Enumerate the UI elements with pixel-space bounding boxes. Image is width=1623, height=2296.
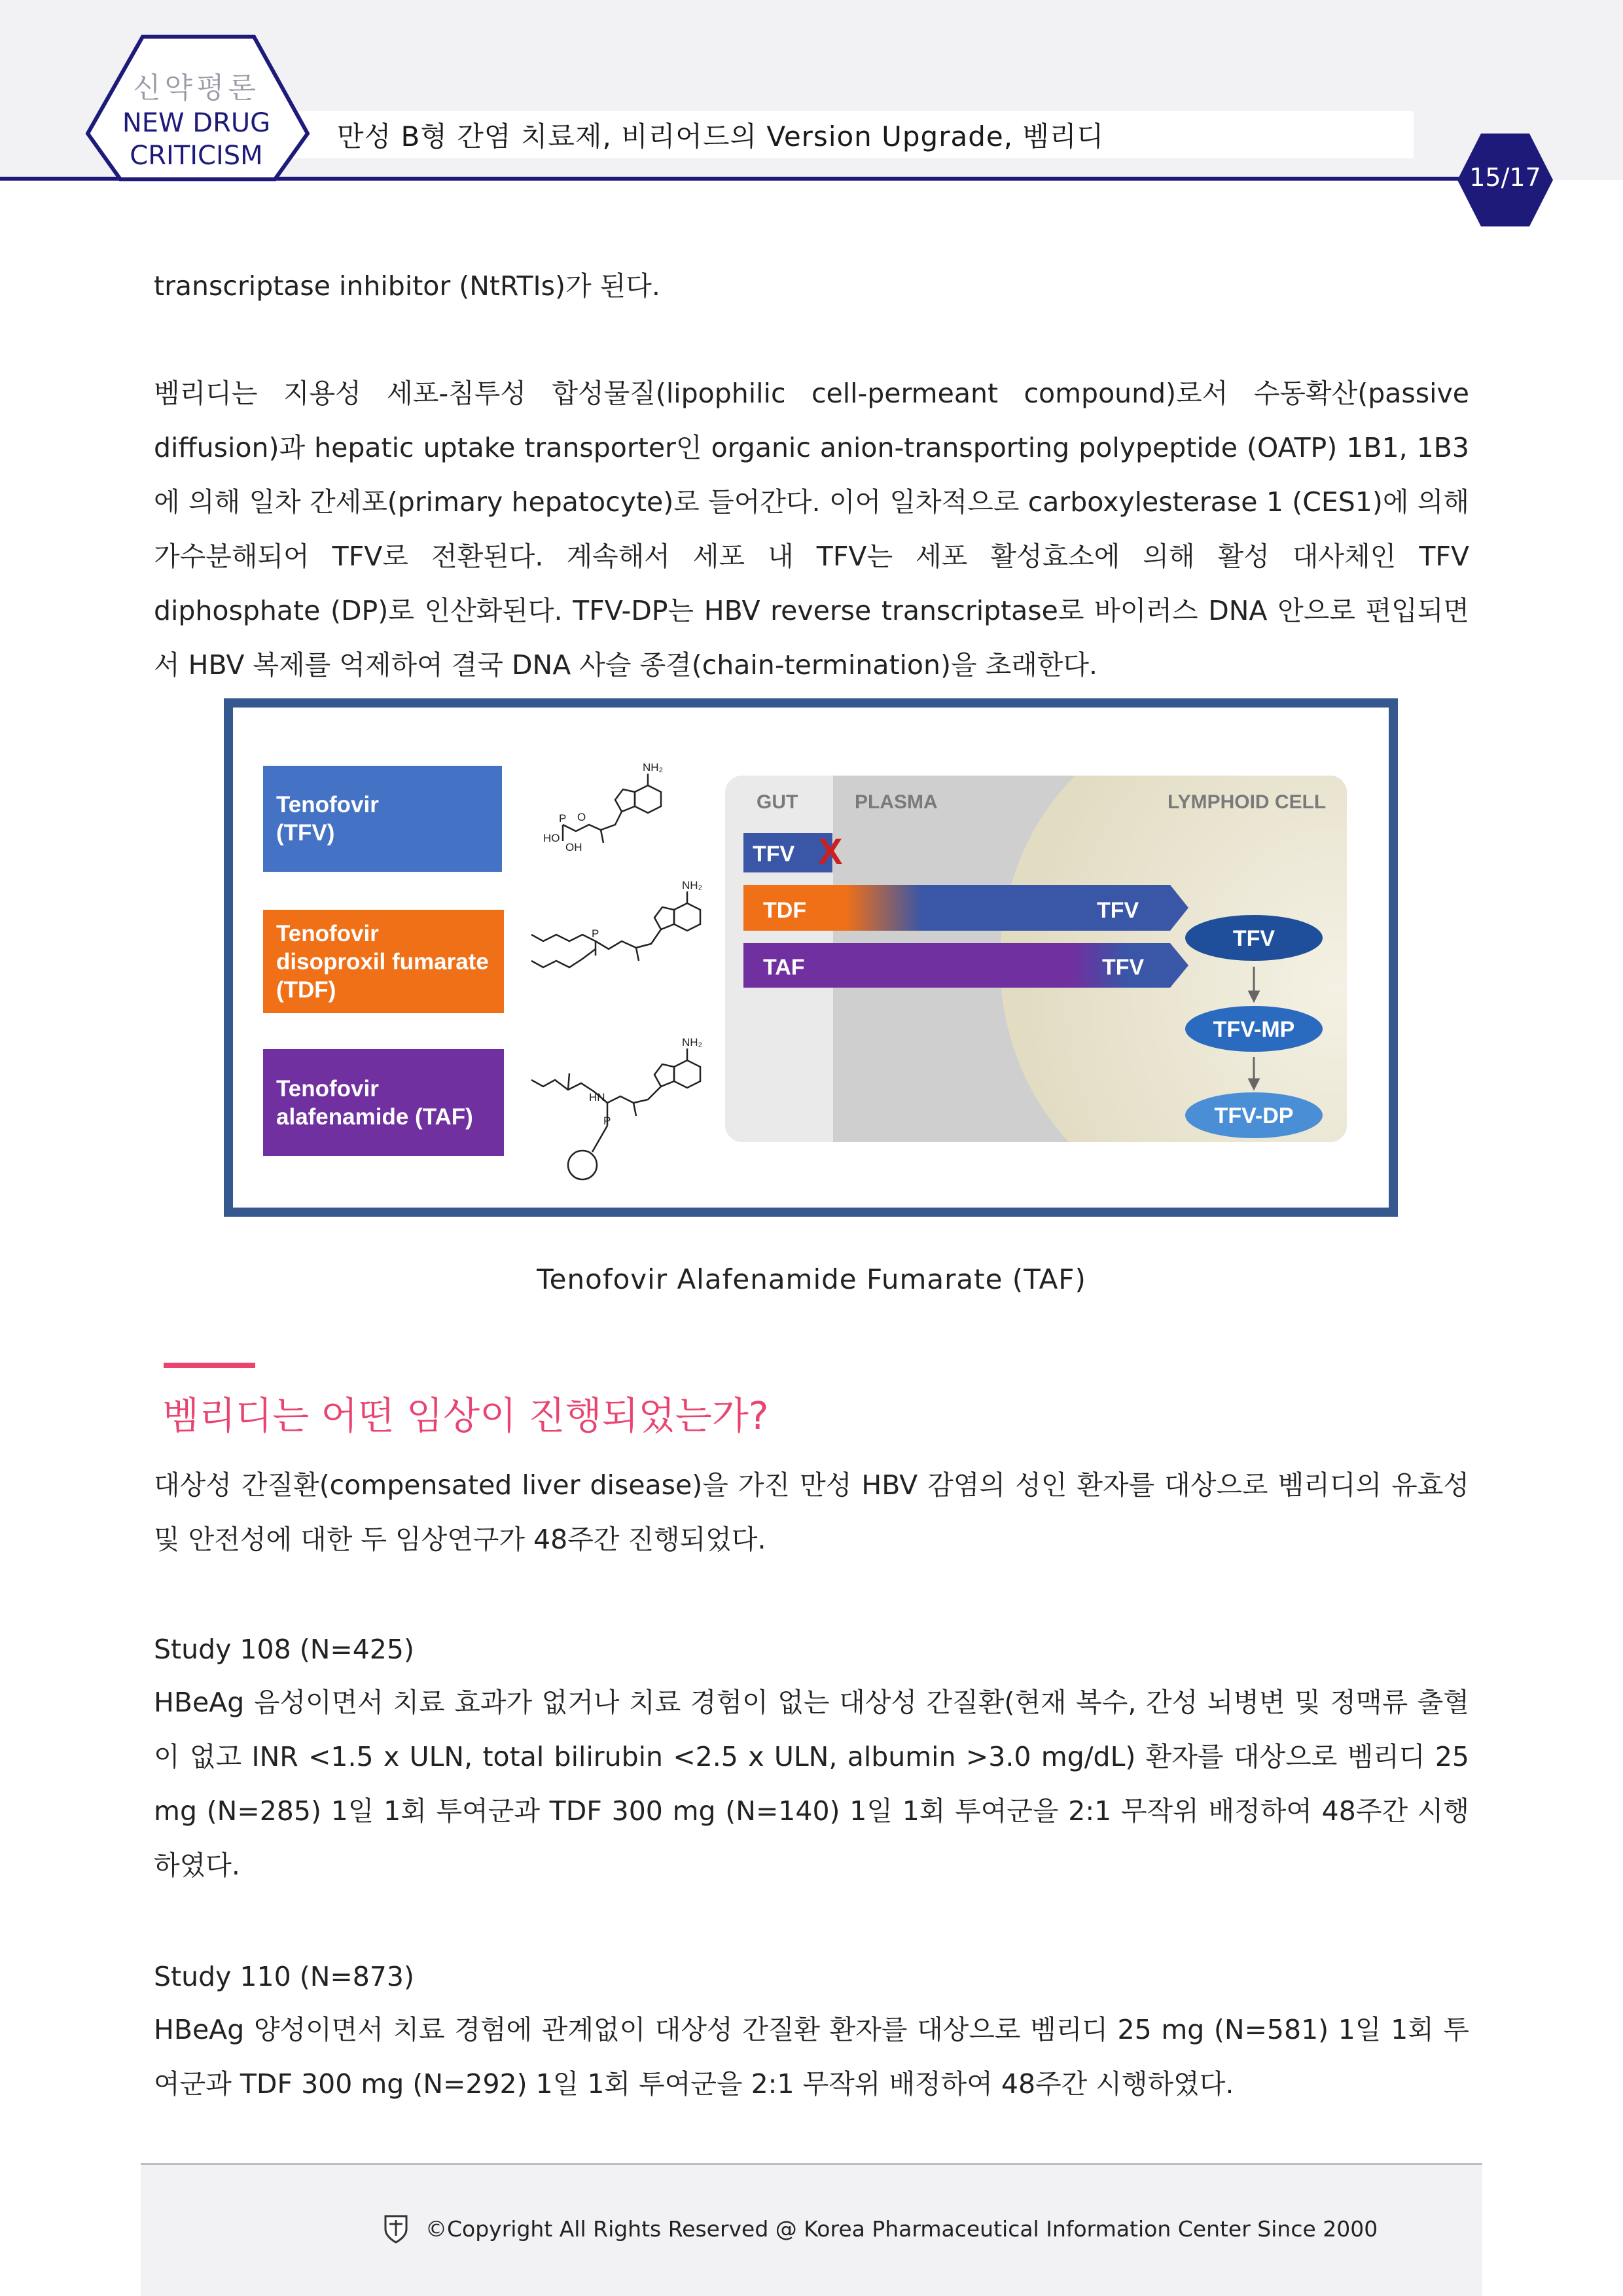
- figure-caption: Tenofovir Alafenamide Fumarate (TAF): [537, 1263, 1086, 1295]
- chemical-structures: [524, 759, 733, 1185]
- label-plasma: PLASMA: [855, 791, 938, 813]
- arrow-label: TFV: [1102, 955, 1145, 980]
- chem-label: P: [592, 927, 599, 940]
- header-title: 만성 B형 간염 치료제, 비리어드의 Version Upgrade, 벰리디: [337, 120, 1105, 152]
- shield-icon: [383, 2212, 409, 2244]
- arrow-label: TAF: [763, 955, 805, 980]
- chem-label: P: [559, 812, 567, 825]
- footer-copyright: ©Copyright All Rights Reserved @ Korea Pharmaceutical Information Center Since 2000: [425, 2216, 1378, 2242]
- arrow-label: TDF: [763, 898, 807, 923]
- drug-label: disoproxil fumarate: [276, 948, 489, 975]
- drug-label: alafenamide (TAF): [276, 1103, 473, 1130]
- drug-label: (TFV): [276, 820, 335, 846]
- mechanism-paragraph: 벰리디는 지용성 세포-침투성 합성물질(lipophilic cell-permeant compound)로서 수동확산(passive diffusion)과 hepatic uptake transporter인 organic anion-transporting polypeptide (OATP) 1B1, 1B3에 의해 일차 간세포(primary hepatocyte)로 들어간다. 이어 일차적으로 carboxylesterase 1 (CES1)에 의해 가수분해되어 TFV로 전환된다. 계속해서 세포 내 TFV는 세포 활성효소에 의해 활성 대사체인 TFV diphosphate (DP)로 인산화된다. TFV-DP는 HBV reverse transcriptase로 바이러스 DNA 안으로 편입되면서 HBV 복제를 억제하여 결국 DNA 사슬 종결(chain-termination)을 초래한다.: [154, 378, 1469, 681]
- metabolite-label: TFV-MP: [1213, 1017, 1295, 1042]
- blocked-x-mark: X: [818, 831, 843, 872]
- metabolite-label: TFV-DP: [1214, 1103, 1294, 1128]
- logo-korean-text: 신약평론: [132, 71, 260, 105]
- drug-box-tfv: [263, 766, 502, 872]
- chem-label: HO: [543, 832, 560, 844]
- page-number: 15/17: [1469, 163, 1541, 192]
- study-108-title: Study 108 (N=425): [154, 1634, 414, 1665]
- chem-label: O: [577, 811, 586, 823]
- drug-label: Tenofovir: [276, 792, 379, 817]
- chem-label: HN: [589, 1091, 605, 1103]
- heading-accent-bar: [164, 1363, 255, 1368]
- arrow-label: TFV: [1097, 898, 1139, 923]
- drug-label: Tenofovir: [276, 1075, 379, 1102]
- compartment-diagram: [725, 776, 1350, 1145]
- metabolite-label: TFV: [1232, 926, 1275, 951]
- footer-divider: [141, 2163, 1482, 2165]
- study-110-text: HBeAg 양성이면서 치료 경험에 관계없이 대상성 간질환 환자를 대상으로 벰리디 25 mg (N=581) 1일 1회 투여군과 TDF 300 mg (N=292) 1일 1회 투여군을 2:1 무작위 배정하여 48주간 시행하였다.: [154, 2014, 1469, 2100]
- section-heading: 벰리디는 어떤 임상이 진행되었는가?: [162, 1393, 769, 1438]
- chem-label: OH: [565, 841, 582, 853]
- chem-label: NH₂: [682, 879, 703, 891]
- logo-english-line-2: CRITICISM: [130, 141, 263, 171]
- study-110-title: Study 110 (N=873): [154, 1961, 414, 1992]
- drug-label: (TDF): [276, 977, 336, 1003]
- label-gut: GUT: [757, 791, 798, 813]
- intro-line: transcriptase inhibitor (NtRTIs)가 된다.: [154, 270, 660, 302]
- logo-english-line-1: NEW DRUG: [122, 108, 271, 138]
- chem-label: NH₂: [643, 761, 664, 774]
- chem-label: NH₂: [682, 1036, 703, 1049]
- drug-label: Tenofovir: [276, 920, 379, 946]
- section-intro: 대상성 간질환(compensated liver disease)을 가진 만성 HBV 감염의 성인 환자를 대상으로 벰리디의 유효성 및 안전성에 대한 두 임상연구가 48주간 진행되었다.: [154, 1469, 1469, 1555]
- drug-box-tdf: [263, 910, 504, 1013]
- label-lymphoid-cell: LYMPHOID CELL: [1168, 791, 1327, 813]
- chem-label: P: [603, 1115, 611, 1127]
- arrow-label: TFV: [753, 842, 795, 867]
- drug-box-taf: [263, 1049, 504, 1156]
- study-108-text: HBeAg 음성이면서 치료 효과가 없거나 치료 경험이 없는 대상성 간질환(현재 복수, 간성 뇌병변 및 정맥류 출혈이 없고 INR <1.5 x ULN, total bilirubin <2.5 x ULN, albumin >3.0 mg/dL) 환자를 대상으로 벰리디 25 mg (N=285) 1일 1회 투여군과 TDF 300 mg (N=140) 1일 1회 투여군을 2:1 무작위 배정하여 48주간 시행하였다.: [154, 1687, 1469, 1881]
